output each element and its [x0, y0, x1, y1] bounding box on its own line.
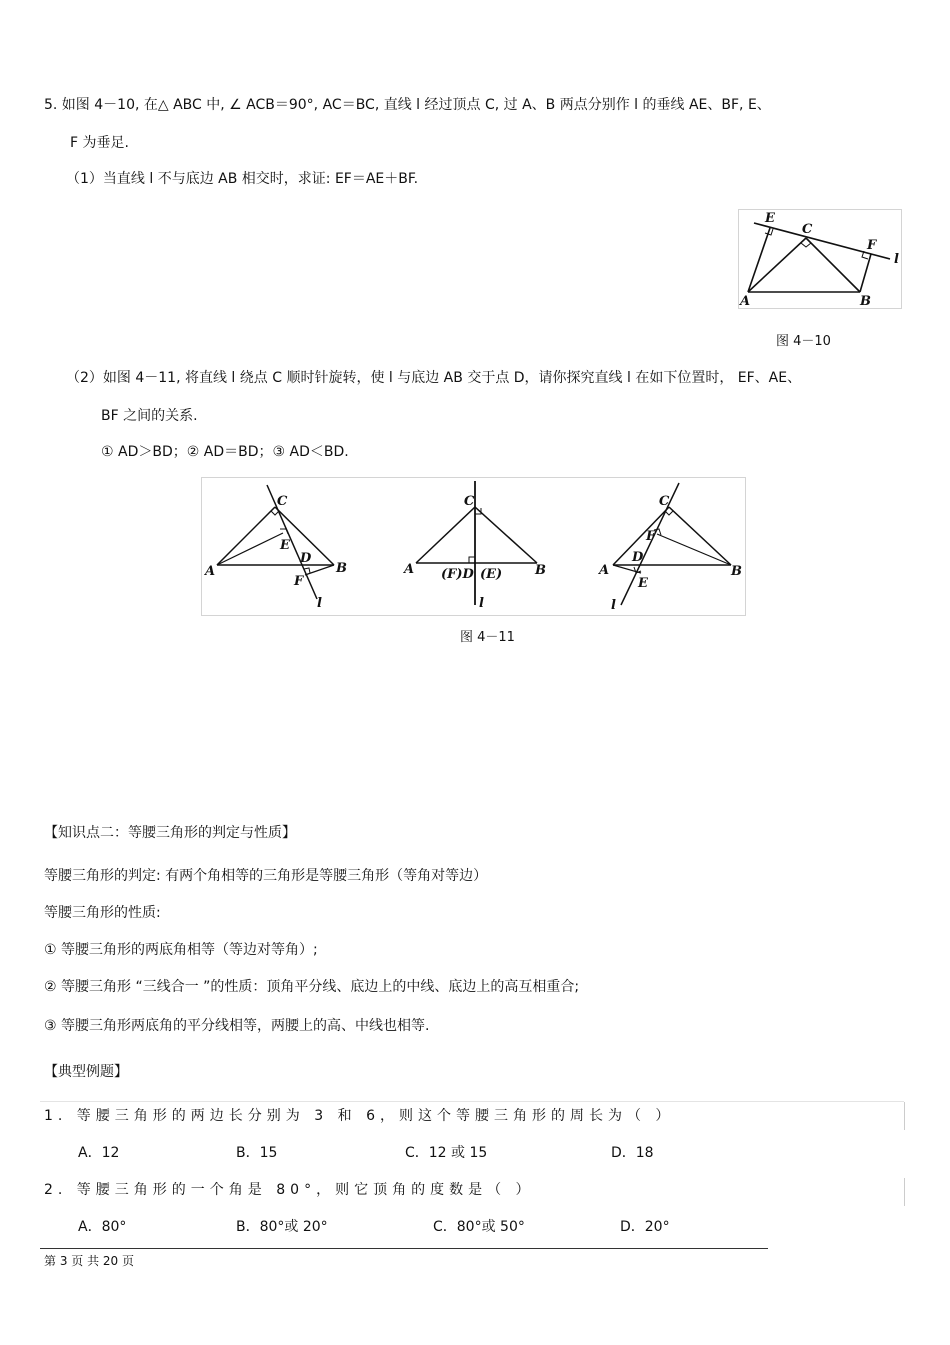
fig411-p1-E: E — [280, 538, 290, 553]
q1-option-a: A．12 — [78, 1145, 120, 1161]
knowledge-property-1: ① 等腰三角形的两底角相等（等边对等角）; — [44, 942, 318, 958]
fig411-p1-C: C — [277, 494, 288, 509]
knowledge-heading: 【知识点二：等腰三角形的判定与性质】 — [44, 825, 296, 841]
fig411-p3-l: l — [611, 598, 616, 613]
question-1: 1. 等腰三角形的两边长分别为 3 和 6，则这个等腰三角形的周长为（ ） — [44, 1108, 675, 1124]
q2-option-c: C．80°或 50° — [433, 1219, 525, 1235]
fig411-panel-2 — [402, 481, 546, 611]
fig410-label-F: F — [867, 238, 877, 253]
fig411-p2-E: (E) — [480, 567, 503, 582]
fig410-label-C: C — [802, 222, 813, 237]
problem5-part2-line1: （2）如图 4－11, 将直线 l 绕点 C 顺时针旋转，使 l 与底边 AB 交于点 D，请你探究直线 l 在如下位置时， EF、AE、 — [66, 370, 802, 386]
figure-4-10-caption: 图 4－10 — [776, 334, 831, 349]
footer-rule — [40, 1248, 768, 1249]
q1-option-c: C．12 或 15 — [405, 1145, 488, 1161]
knowledge-property-3: ③ 等腰三角形两底角的平分线相等，两腰上的高、中线也相等. — [44, 1018, 430, 1034]
fig411-p3-A: A — [599, 563, 610, 578]
fig411-p3-B: B — [731, 564, 742, 579]
fig411-p3-F: F — [646, 529, 656, 544]
q2-option-d: D．20° — [620, 1219, 670, 1235]
fig410-label-B: B — [860, 294, 871, 309]
q2-option-b: B．80°或 20° — [236, 1219, 328, 1235]
problem5-part2-line2: BF 之间的关系. — [101, 408, 198, 424]
q1-option-b: B．15 — [236, 1145, 278, 1161]
fig410-label-A: A — [740, 294, 751, 309]
fig411-p2-A: A — [404, 562, 415, 577]
fig411-panel-1 — [203, 485, 347, 611]
problem5-part1: （1）当直线 l 不与底边 AB 相交时，求证: EF＝AE＋BF. — [66, 171, 419, 187]
fig411-p3-E: E — [638, 576, 648, 591]
knowledge-properties-title: 等腰三角形的性质: — [44, 905, 161, 921]
fig410-label-E: E — [765, 211, 775, 226]
page-number: 第 3 页 共 20 页 — [44, 1254, 134, 1268]
problem5-line1: 5. 如图 4－10, 在△ ABC 中, ∠ ACB＝90°, AC＝BC, 直线 l 经过顶点 C, 过 A、B 两点分别作 l 的垂线 AE、BF, E、 — [44, 97, 771, 113]
question-2: 2. 等腰三角形的一个角是 80°，则它顶角的度数是（ ） — [44, 1182, 535, 1198]
fig411-p3-C: C — [659, 494, 670, 509]
fig411-p2-C: C — [464, 494, 475, 509]
divider — [904, 1178, 905, 1206]
fig411-p1-F: F — [294, 574, 304, 589]
fig411-panel-3 — [597, 483, 742, 613]
fig411-p1-l: l — [317, 596, 322, 611]
fig411-p1-B: B — [336, 561, 347, 576]
divider — [904, 1102, 905, 1130]
knowledge-property-2: ② 等腰三角形 “三线合一 ”的性质：顶角平分线、底边上的中线、底边上的高互相重合; — [44, 979, 580, 995]
figure-4-10 — [738, 209, 902, 309]
divider — [40, 1101, 904, 1102]
q2-option-a: A．80° — [78, 1219, 127, 1235]
q1-option-d: D．18 — [611, 1145, 654, 1161]
fig411-p3-D: D — [632, 550, 644, 565]
problem5-part2-cases: ① AD＞BD；② AD＝BD；③ AD＜BD. — [101, 444, 349, 460]
knowledge-judgement: 等腰三角形的判定: 有两个角相等的三角形是等腰三角形（等角对等边） — [44, 868, 488, 884]
fig411-p2-FD: (F)D — [441, 567, 474, 582]
figure-4-11 — [201, 477, 746, 616]
fig411-p2-l: l — [479, 596, 484, 611]
fig411-p1-A: A — [205, 564, 216, 579]
problem5-line2: F 为垂足. — [70, 135, 129, 151]
fig411-p1-D: D — [300, 551, 312, 566]
fig411-p2-B: B — [535, 563, 546, 578]
examples-heading: 【典型例题】 — [44, 1064, 128, 1080]
figure-4-11-caption: 图 4－11 — [460, 630, 515, 645]
fig410-label-l: l — [894, 252, 899, 267]
